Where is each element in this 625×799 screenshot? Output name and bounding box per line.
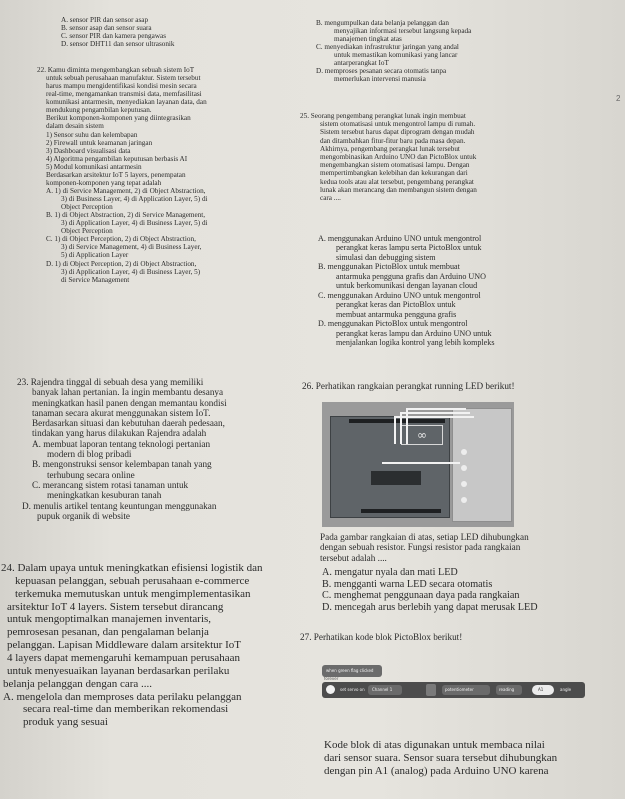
q25-stem-line: mengembangkan sistem otomatisasi lampu. Dengan [320,161,470,170]
q23-option-a: A. membuat laporan tentang teknologi pertanian [32,438,211,449]
q24-option-c: C. menyediakan infrastruktur jaringan yang andal [316,43,459,52]
q24-option-b-cont: manajemen tingkat atas [334,35,402,44]
q25-option-d-cont: perangkat keras lampu dan Arduino UNO untuk [336,328,492,338]
q24-option-a-cont: produk yang sesuai [23,716,108,729]
q22-option-b: B. 1) di Object Abstraction, 2) di Service Management, [46,211,206,220]
q25-stem-line: 25. Seorang pengembang perangkat lunak ingin membuat [300,112,466,120]
wire [400,412,470,414]
q24-option-b: B. mengumpulkan data belanja pelanggan dan [316,19,449,27]
q22-option-a: A. 1) di Service Management, 2) di Object Abstraction, [46,186,206,195]
q24-option-a: A. mengelola dan memproses data perilaku pelanggan [3,690,242,703]
q24-option-a-cont: secara real-time dan memberikan rekomendasi [23,703,229,716]
q25-option-a-cont: simulasi dan debugging sistem [336,252,436,262]
q22-stem-line: komponen-komponen yang tepat adalah [46,178,162,187]
servo-extension-icon [326,685,335,694]
q24-option-c-cont: untuk memastikan komunikasi yang lancar [334,51,458,60]
q22-option-c-cont: 3) di Service Management, 4) di Business Layer, [61,243,202,252]
reading-value: reading [499,687,515,692]
edge-page-mark: 2 [616,94,621,103]
q25-stem-line: lunak akan merancang dan membangun sistem dengan [320,185,477,194]
pictoblox-code-image [322,665,587,698]
q23 [17,377,279,521]
q25-stem-line: mempertimbangkan kelebihan dan kekurangan dari [320,169,468,178]
hat-block-label: when green flag clicked [326,668,374,673]
q26-after-line: Pada gambar rangkaian di atas, setiap LED dihubungkan [320,532,529,542]
angle-label: angle [560,687,572,692]
q24-stem-line: 24. Dalam upaya untuk meningkatkan efisiensi logistik dan [1,562,263,574]
q23-option-b-cont: terhubung secara online [47,469,135,480]
led-icon [461,497,467,503]
q26-after-line: tersebut adalah .... [320,552,387,563]
channel-value: Channel 1 [372,687,393,692]
q22-option-a-cont: 3) di Business Layer, 4) di Application Layer, 5) di [61,195,208,203]
q26-stem: 26. Perhatikan rangkaian perangkat running LED berikut! [302,381,515,391]
q22-list-item: 4) Algoritma pengambilan keputusan berbasis AI [46,154,188,163]
led-icon [461,481,467,487]
q25-option-a: A. menggunakan Arduino UNO untuk mengontrol [318,234,482,243]
arduino-logo-icon: ∞ [401,425,443,445]
q22-option-a-cont: Object Perception [61,203,113,212]
q22-option-c: C. 1) di Object Perception, 2) di Object Abstraction, [46,235,196,244]
led-icon [461,465,467,471]
q25 [300,112,590,202]
q26-option-a: A. mengatur nyala dan mati LED [322,567,458,578]
sensor-value: potentiometer [445,687,474,692]
breadboard [452,408,512,522]
q21-option-a: A. sensor PIR dan sensor asap [61,16,149,24]
q22-list-item: 5) Modul komunikasi antarmesin [46,162,142,171]
q23-stem-line: Berdasarkan situasi dan kebutuhan daerah pedesaan, [32,418,225,429]
q23-option-b: B. mengonstruksi sensor kelembapan tanah yang [32,459,212,470]
q24-stem-line: belanja pelanggan dengan cara .... [3,677,153,690]
q22-stem-line: Berikut komponen-komponen yang diintegrasikan [46,114,191,123]
microcontroller-chip [371,471,421,485]
q23-stem-line: meningkatkan hasil panen dengan memantau kondisi [32,397,227,408]
q22-stem-line: untuk sebuah perusahaan manufaktur. Sistem tersebut [46,74,201,83]
q25-option-c-cont: membuat antarmuka pengguna grafis [336,309,457,319]
q22-stem-line: komunikasi antarmesin, menyediakan layanan data, dan [46,98,207,107]
q26-option-c: C. menghemat penggunaan daya pada rangkaian [322,590,520,602]
q24-stem-line: terkemuka memutuskan untuk mengimplementasikan [15,587,251,600]
q21-option-b: B. sensor asap dan sensor suara [61,24,152,33]
q22-option-b-cont: Object Perception [61,227,113,236]
q24-option-c-cont: antarperangkat IoT [334,59,389,68]
q25-option-c: C. menggunakan Arduino UNO untuk mengontrol [318,290,481,300]
wire [394,416,474,418]
q27-after [324,739,624,778]
q24-options-cont [316,19,586,84]
q22-option-d: D. 1) di Object Perception, 2) di Object Abstraction, [46,259,197,268]
q23-stem-line: tindakan yang harus dilakukan Rajendra adalah [32,428,207,439]
q25-option-b: B. menggunakan PictoBlox untuk membuat [318,262,460,272]
q25-option-d-cont: menjalankan logika kontrol yang lebih kompleks [336,338,495,348]
q27-after-line: dari sensor suara. Sensor suara tersebut dihubungkan [324,751,558,764]
q26-option-b: B. mengganti warna LED secara otomatis [322,578,493,590]
wire [394,416,396,444]
q22-list-item: 2) Firewall untuk keamanan jaringan [46,138,153,147]
q22 [37,66,287,284]
q21-options [61,16,271,48]
servo-set-block [322,682,585,698]
q25-stem-line: mengombinasikan Arduino UNO dan PictoBlox untuk [320,153,477,162]
q23-option-c-cont: meningkatkan kesuburan tanah [47,490,162,501]
q27-after-line: Kode blok di atas digunakan untuk membaca nilai [324,739,545,751]
q22-option-b-cont: 3) di Application Layer, 4) di Business Layer, 5) di [61,219,208,228]
q25-option-a-cont: perangkat keras lampu serta PictoBlox untuk [336,243,482,253]
q22-list-item: 3) Dashboard visualisasi data [46,146,131,155]
q25-option-b-cont: untuk berkomunikasi dengan layanan cloud [336,281,478,291]
q26-option-d: D. mencegah arus berlebih yang dapat merusak LED [322,601,538,613]
analog-pin-header [361,509,441,513]
q24-stem-line: kepuasan pelanggan, sebuah perusahaan e-commerce [15,574,250,587]
q25-stem-line: Sistem tersebut harus dapat diprogram dengan mudah [320,128,475,137]
q25-stem-line: Akhirnya, pengembang perangkat lunak tersebut [320,144,460,153]
q22-option-d-cont: 3) di Application Layer, 4) di Business Layer, 5) [61,267,201,276]
sensor-extension-icon [426,684,436,696]
q27-after-line: dengan pin A1 (analog) pada Arduino UNO karena [324,764,549,777]
q24 [1,562,291,729]
q22-list-item: 1) Sensor suhu dan kelembapan [46,130,138,139]
q26-options [322,567,612,613]
set-block-label: set servo on [340,687,365,692]
q26-after [320,532,610,563]
q25-option-c-cont: perangkat keras dan PictoBlox untuk [336,300,456,310]
q22-stem-line: 22. Kamu diminta mengembangkan sebuah sistem IoT [37,66,195,74]
q23-option-d: D. menulis artikel tentang keuntungan menggunakan [22,500,217,511]
pin-input [532,685,554,695]
q24-option-b-cont: menyajikan informasi tersebut langsung kepada [334,27,472,36]
running-led-circuit-image [322,402,514,527]
led-icon [461,449,467,455]
channel-dropdown [368,685,402,695]
arduino-uno-board [330,416,450,518]
q25-option-d: D. menggunakan PictoBlox untuk mengontrol [318,319,468,329]
q26-after-line: dengan sebuah resistor. Fungsi resistor pada rangkaian [320,542,521,553]
q24-stem-line: untuk mengoptimalkan manajemen inventaris, [7,613,212,626]
sensor-dropdown [442,685,490,695]
pin-value: A1 [538,687,544,692]
q24-stem-line: pelanggan. Lapisan Middleware dalam arsitektur IoT [7,639,241,652]
q25-stem-line: sistem otomatisasi untuk mengontrol lampu di rumah. [320,120,476,129]
reading-dropdown [496,685,522,695]
q21-option-d: D. sensor DHT11 dan sensor ultrasonik [61,40,175,49]
q24-stem-line: arsitektur IoT 4 layers. Sistem tersebut dirancang [7,600,224,613]
q24-stem-line: untuk menyesuaikan layanan berdasarkan perilaku [7,664,230,677]
q23-option-d-cont: pupuk organik di website [37,510,130,521]
q24-stem-line: pemrosesan pesanan, dan pengalaman belanja [7,626,209,639]
q25-stem-line: dan ditambahkan fitur-fitur baru pada masa depan. [320,136,466,145]
q25-stem-line: kedua tools atau alat tersebut, pengembang perangkat [320,177,474,186]
q22-stem-line: mendukung pengambilan keputusan. [46,106,152,115]
wire [406,408,466,410]
q25-option-b-cont: antarmuka pengguna grafis dan Arduino UNO [336,271,486,281]
q23-option-a-cont: modern di blog pribadi [47,449,132,460]
q24-option-d: D. memproses pesanan secara otomatis tanpa [316,67,447,76]
q23-option-c: C. merancang sistem rotasi tanaman untuk [32,479,189,490]
wire [382,462,460,464]
forever-label: forever [324,676,339,681]
q22-stem-line: harus mampu mengidentifikasi kondisi mesin secara [46,82,197,91]
q22-stem-line: real-time, mengamankan transmisi data, memfasilitasi [46,90,202,99]
q24-stem-line: 4 layers dapat memengaruhi kemampuan perusahaan [7,652,241,665]
q21-option-c: C. sensor PIR dan kamera pengawas [61,32,166,41]
q23-stem-line: banyak lahan pertanian. Ia ingin membantu desanya [32,387,224,398]
q25-options [318,234,598,348]
q23-stem-line: 23. Rajendra tinggal di sebuah desa yang memiliki [17,377,204,387]
q22-stem-line: dalam desain sistem [46,122,104,131]
q25-stem-line: cara .... [320,194,341,203]
q22-stem-line: Berdasarkan arsitektur IoT 5 layers, penempatan [46,170,186,179]
q24-option-d-cont: memerlukan intervensi manusia [334,75,426,84]
q22-option-c-cont: 5) di Application Layer [61,251,129,260]
digital-pin-header [349,419,445,423]
q27-stem: 27. Perhatikan kode blok PictoBlox berikut! [300,632,463,642]
q22-option-d-cont: di Service Management [61,275,130,284]
q23-stem-line: tanaman secara akurat menggunakan sistem IoT. [32,407,211,418]
